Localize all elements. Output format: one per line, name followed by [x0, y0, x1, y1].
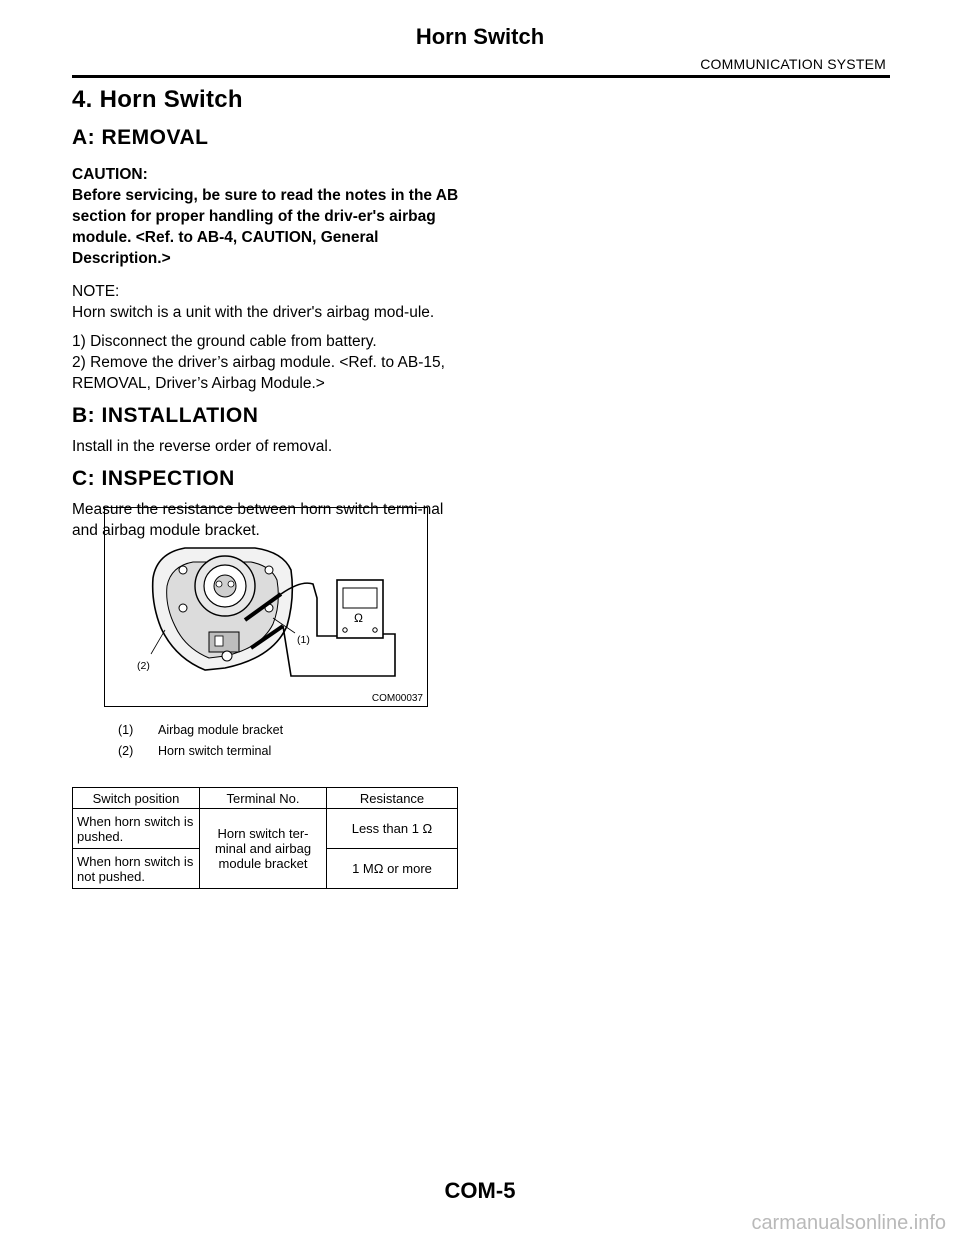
figure-code: COM00037: [371, 693, 423, 704]
page-title: Horn Switch: [415, 24, 545, 49]
table-header-cell: Terminal No.: [200, 788, 327, 809]
table-header-cell: Resistance: [327, 788, 458, 809]
table-cell-position: When horn switch is not pushed.: [73, 849, 200, 889]
connector-block: [209, 632, 239, 652]
table-cell-position: When horn switch is pushed.: [73, 809, 200, 849]
table-cell-resistance: 1 MΩ or more: [327, 849, 458, 889]
inspection-heading: C: INSPECTION: [72, 467, 235, 490]
installation-text: Install in the reverse order of removal.: [72, 438, 333, 455]
section-name: COMMUNICATION SYSTEM: [700, 56, 886, 72]
legend-num: (2): [118, 744, 134, 758]
airbag-module-illustration: [105, 508, 427, 706]
removal-step-1: 1) Disconnect the ground cable from battery.: [72, 333, 377, 350]
callout-1-label: (1): [297, 634, 310, 646]
table-row: [73, 809, 458, 849]
inspection-text: Measure the resistance between horn switch termi-nal and airbag module bracket.: [72, 501, 444, 539]
watermark: carmanualsonline.info: [751, 1212, 946, 1234]
removal-heading: A: REMOVAL: [72, 126, 209, 149]
legend-item: [118, 741, 283, 762]
table-header-cell: Switch position: [73, 788, 200, 809]
resistance-spec-table: [72, 787, 458, 889]
callout-2-label: (2): [137, 660, 150, 672]
caution-label: CAUTION:: [72, 166, 148, 183]
ohmmeter-display: [343, 588, 377, 608]
legend-item: [118, 720, 283, 741]
page-number: COM-5: [444, 1178, 516, 1203]
table-cell-terminal: Horn switch ter-minal and airbag module bracket: [200, 809, 327, 889]
table-cell-resistance: Less than 1 Ω: [327, 809, 458, 849]
legend-text: Airbag module bracket: [158, 723, 284, 737]
header-divider: [72, 75, 890, 78]
inspection-figure: [104, 507, 428, 707]
note-text: Horn switch is a unit with the driver's airbag mod-ule.: [72, 304, 435, 321]
installation-heading: B: INSTALLATION: [72, 404, 259, 427]
legend-num: (1): [118, 723, 134, 737]
removal-step-2: 2) Remove the driver’s airbag module. <Ref. to AB-15, REMOVAL, Driver’s Airbag Module.>: [72, 354, 445, 392]
legend-text: Horn switch terminal: [158, 744, 272, 758]
table-header-row: [73, 788, 458, 809]
figure-legend: [118, 720, 283, 762]
ohm-symbol: Ω: [354, 611, 363, 625]
callout-2-leader: [151, 630, 165, 654]
main-column: [72, 86, 462, 541]
main-heading: 4. Horn Switch: [72, 86, 243, 113]
caution-text: Before servicing, be sure to read the notes in the AB section for proper handling of the driv-er's airbag module. <Ref. to AB-4, CAUTION, General Description.>: [72, 187, 459, 267]
note-label: NOTE:: [72, 283, 120, 300]
